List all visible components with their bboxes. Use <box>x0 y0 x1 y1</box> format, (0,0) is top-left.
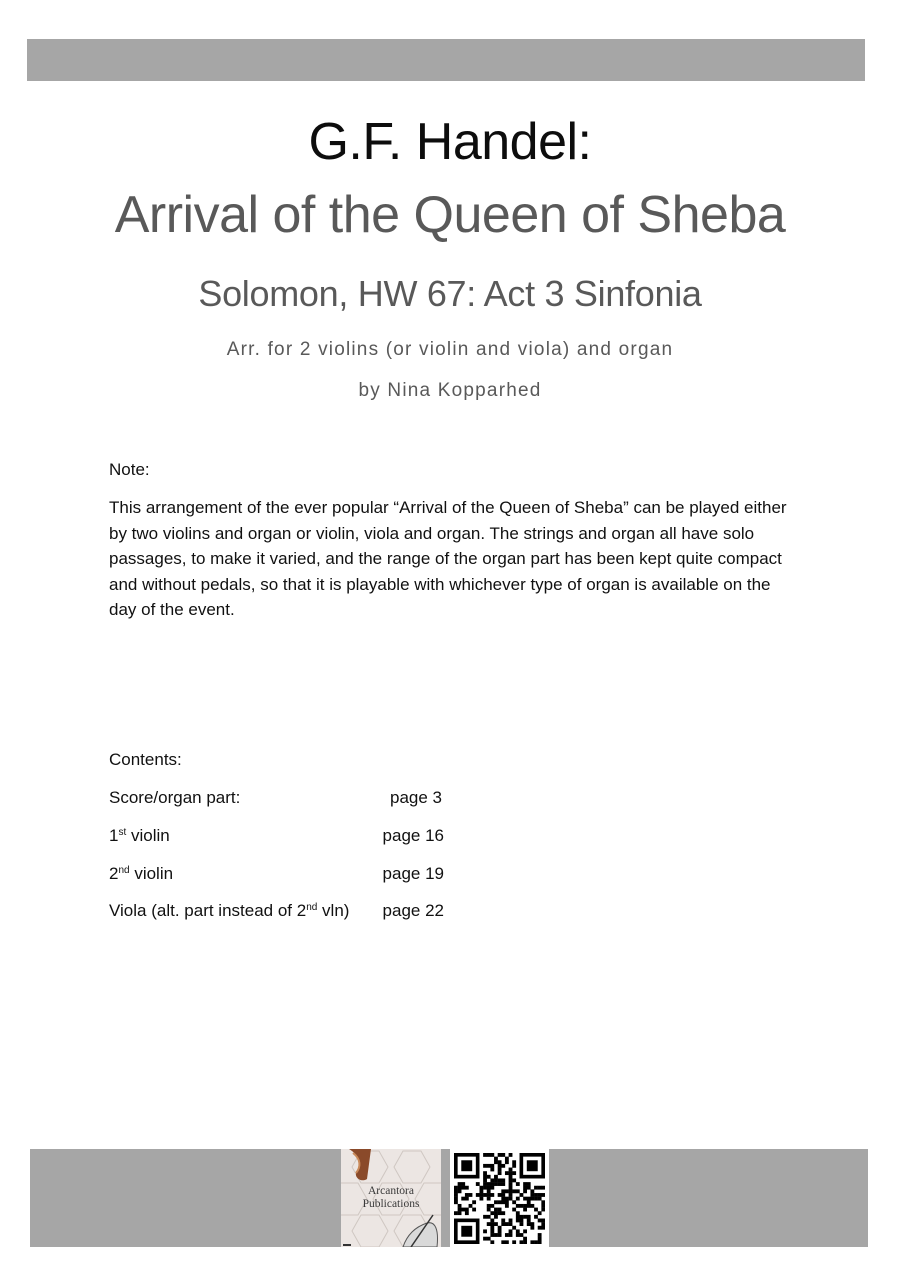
contents-row-page: page 3 <box>390 788 442 807</box>
arrangement-line: Arr. for 2 violins (or violin and viola) and organ <box>226 339 674 360</box>
composer-heading: G.F. Handel: <box>308 113 592 171</box>
subtitle: Solomon, HW 67: Act 3 Sinfonia <box>198 273 702 314</box>
note-body: This arrangement of the ever popular “Arrival of the Queen of Sheba” can be played either by two violins and organ or violin, viola and organ. The strings and organ all have solo passages, to make it varied, and the range of the organ part has been kept quite compact and without pedals, so that it is playable with whichever type of organ is available on the day of the event. <box>109 498 787 619</box>
publisher-logo <box>341 1149 441 1247</box>
footer-bar <box>30 1149 868 1247</box>
header-bar <box>27 39 865 81</box>
contents-row-page: page 16 <box>382 826 444 845</box>
contents-row-viola <box>109 901 444 925</box>
contents-row-label: Viola (alt. part instead of 2nd vln) <box>109 901 350 920</box>
contents-row-page: page 19 <box>382 864 444 883</box>
contents-row-page: page 22 <box>382 901 444 920</box>
logo-text-line2: Publications <box>362 1198 420 1210</box>
contents-row-score <box>109 788 444 812</box>
contents-row-violin-2 <box>109 864 444 888</box>
contents-row-violin-1 <box>109 826 444 850</box>
contents-row-label: 1st violin <box>109 826 170 845</box>
note-label: Note: <box>109 460 150 479</box>
page-title: Arrival of the Queen of Sheba <box>114 186 786 244</box>
contents-label: Contents: <box>109 750 182 769</box>
logo-text-line1: Arcantora <box>368 1185 414 1197</box>
contents-row-label: 2nd violin <box>109 864 174 883</box>
qr-code[interactable] <box>450 1149 549 1247</box>
contents-row-label: Score/organ part: <box>109 788 241 807</box>
arranger-line: by Nina Kopparhed <box>358 380 542 401</box>
qr-code-icon <box>454 1153 545 1244</box>
